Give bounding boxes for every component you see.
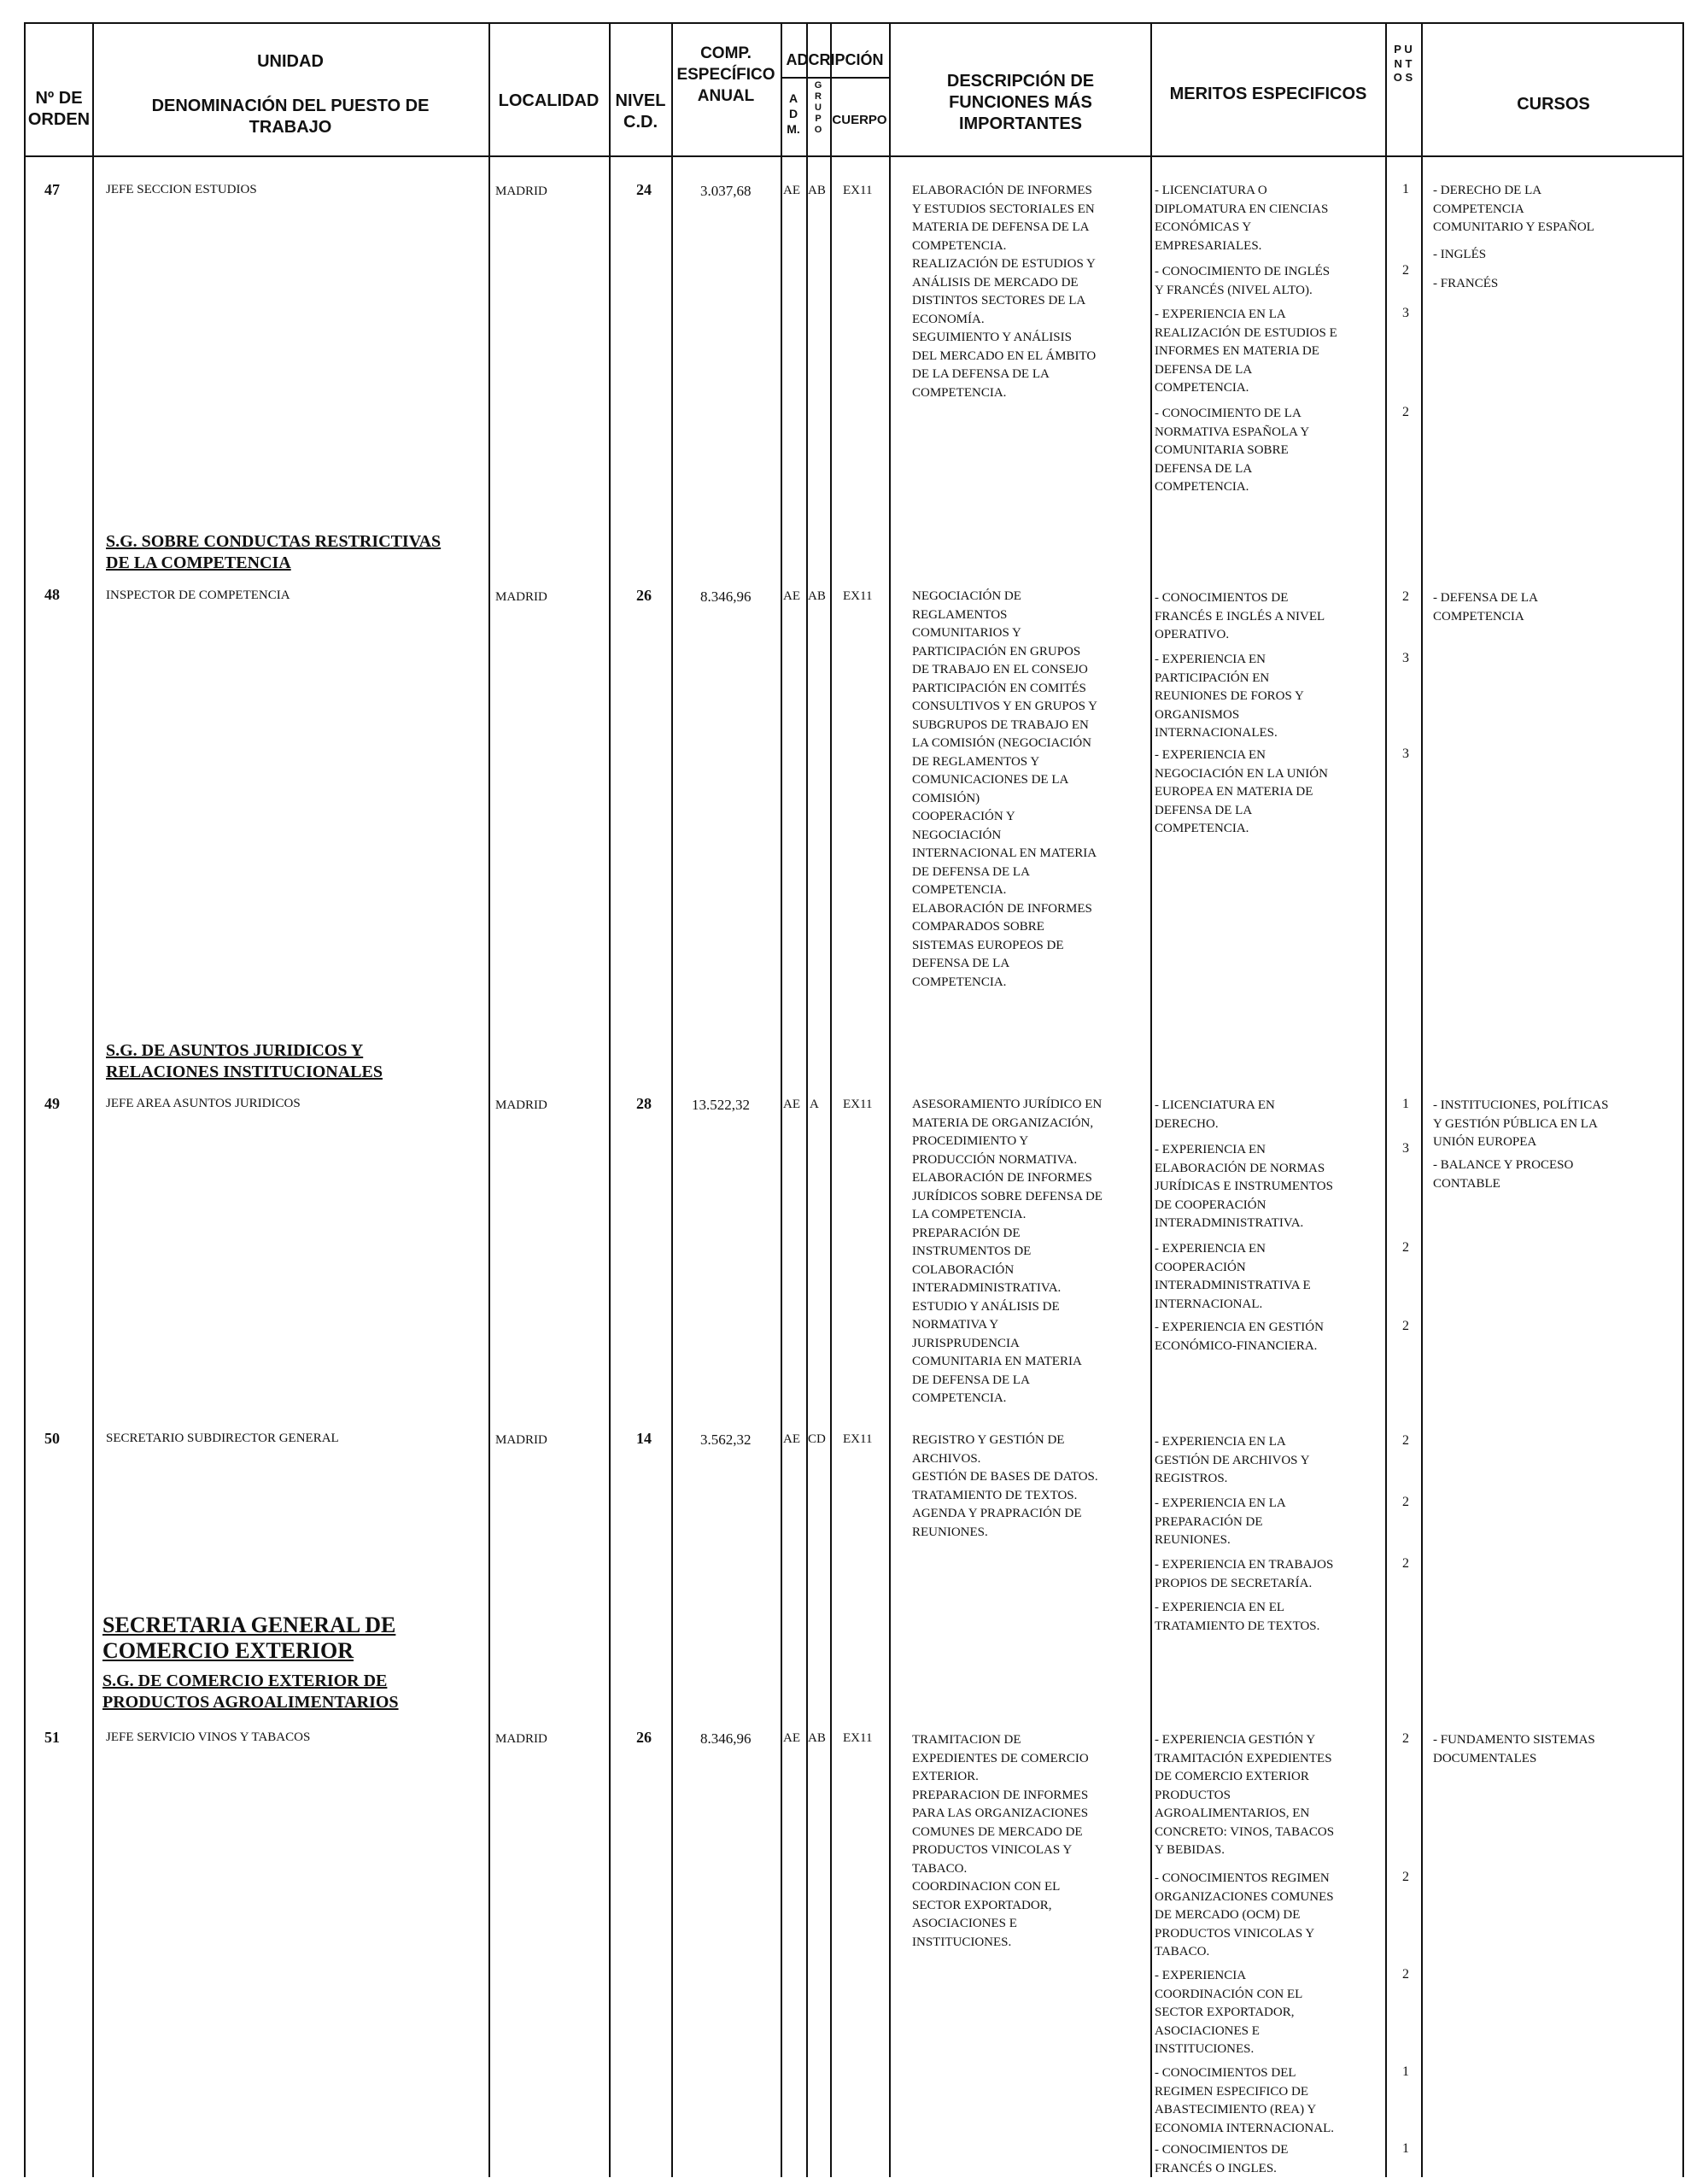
comp-especifico: 8.346,96	[700, 588, 752, 605]
puntos: 2	[1402, 1240, 1409, 1255]
puntos: 2	[1402, 1556, 1409, 1571]
puesto: INSPECTOR DE COMPETENCIA	[106, 588, 290, 602]
merito: - LICENCIATURA EN DERECHO.	[1155, 1098, 1275, 1131]
curso: - FUNDAMENTO SISTEMAS DOCUMENTALES	[1433, 1733, 1595, 1765]
merito: - EXPERIENCIA EN PARTICIPACIÓN EN REUNIONES DE FOROS Y ORGANISMOS INTERNACIONALES.	[1155, 653, 1304, 740]
puesto: SECRETARIO SUBDIRECTOR GENERAL	[106, 1432, 339, 1445]
merito: - CONOCIMIENTOS REGIMEN ORGANIZACIONES COMUNES DE MERCADO (OCM) DE PRODUCTOS VINICOLAS Y TABACO.	[1155, 1871, 1334, 1958]
header-nivel: NIVEL C.D.	[615, 91, 666, 132]
orden-number: 50	[44, 1430, 60, 1447]
header-meritos: MERITOS ESPECIFICOS	[1169, 85, 1367, 103]
curso: - FRANCÉS	[1433, 277, 1499, 290]
column-rule	[1150, 24, 1152, 2177]
curso: - DEFENSA DE LA COMPETENCIA	[1433, 591, 1538, 624]
column-rule	[671, 24, 673, 2177]
merito: - EXPERIENCIA EN COOPERACIÓN INTERADMINISTRATIVA E INTERNACIONAL.	[1155, 1242, 1311, 1311]
curso: - INSTITUCIONES, POLÍTICAS Y GESTIÓN PÚBLICA EN LA UNIÓN EUROPEA	[1433, 1098, 1609, 1149]
cuerpo: EX11	[843, 184, 873, 197]
puntos: 3	[1402, 1141, 1409, 1156]
orden-number: 47	[44, 181, 60, 198]
comp-especifico: 8.346,96	[700, 1730, 752, 1747]
localidad: MADRID	[495, 590, 547, 604]
descripcion: ELABORACIÓN DE INFORMES Y ESTUDIOS SECTORIALES EN MATERIA DE DEFENSA DE LA COMPETENCIA. REALIZACIÓN DE ESTUDIOS Y ANÁLISIS DE MERCADO DE DISTINTOS SECTORES DE LA ECONOMÍA. SEGUIMIENTO Y ANÁLISIS DEL MERCADO EN EL ÁMBITO DE LA DEFENSA DE LA COMPETENCIA.	[912, 184, 1097, 400]
descripcion: NEGOCIACIÓN DE REGLAMENTOS COMUNITARIOS Y PARTICIPACIÓN EN GRUPOS DE TRABAJO EN EL CONSEJO PARTICIPACIÓN EN COMITÉS CONSULTIVOS Y EN GRUPOS Y SUBGRUPOS DE TRABAJO EN LA COMISIÓN (NEGOCIACIÓN DE REGLAMENTOS Y COMUNICACIONES DE LA COMISIÓN) COOPERACIÓN Y NEGOCIACIÓN INTERNACIONAL EN MATERIA DE DEFENSA DE LA COMPETENCIA. ELABORACIÓN DE INFORMES COMPARADOS SOBRE SISTEMAS EUROPEOS DE DEFENSA DE LA COMPETENCIA.	[912, 589, 1097, 989]
puntos: 3	[1402, 651, 1409, 665]
puntos: 1	[1402, 1097, 1409, 1111]
descripcion: TRAMITACION DE EXPEDIENTES DE COMERCIO EXTERIOR. PREPARACION DE INFORMES PARA LAS ORGANIZACIONES COMUNES DE MERCADO DE PRODUCTOS VINICOLAS Y TABACO. COORDINACION CON EL SECTOR EXPORTADOR, ASOCIACIONES E INSTITUCIONES.	[912, 1733, 1089, 1949]
header-denominacion: DENOMINACIÓN DEL PUESTO DE TRABAJO	[151, 97, 430, 137]
merito: - EXPERIENCIA EN ELABORACIÓN DE NORMAS JURÍDICAS E INSTRUMENTOS DE COOPERACIÓN INTERADMINISTRATIVA.	[1155, 1143, 1333, 1230]
merito: - EXPERIENCIA EN GESTIÓN ECONÓMICO-FINANCIERA.	[1155, 1320, 1324, 1353]
puesto: JEFE SERVICIO VINOS Y TABACOS	[106, 1730, 311, 1744]
section-title: S.G. DE ASUNTOS JURIDICOS Y RELACIONES INSTITUCIONALES	[106, 1041, 383, 1081]
puntos: 2	[1402, 263, 1409, 278]
grupo: AB	[808, 589, 826, 603]
puntos: 2	[1402, 1433, 1409, 1448]
position-table	[24, 22, 1684, 2177]
descripcion: REGISTRO Y GESTIÓN DE ARCHIVOS. GESTIÓN DE BASES DE DATOS. TRATAMIENTO DE TEXTOS. AGENDA Y PRAPRACIÓN DE REUNIONES.	[912, 1433, 1098, 1539]
column-rule	[889, 24, 891, 2177]
puntos: 2	[1402, 1495, 1409, 1509]
localidad: MADRID	[495, 1098, 547, 1112]
cuerpo: EX11	[843, 1731, 873, 1745]
puntos: 2	[1402, 405, 1409, 419]
header-puntos: P U N T O S	[1393, 43, 1413, 84]
adscripcion-rule	[781, 77, 889, 79]
column-rule	[806, 24, 808, 2177]
merito: - EXPERIENCIA COORDINACIÓN CON EL SECTOR EXPORTADOR, ASOCIACIONES E INSTITUCIONES.	[1155, 1969, 1303, 2056]
comp-especifico: 3.037,68	[700, 183, 752, 199]
puntos: 1	[1402, 2141, 1409, 2156]
comp-especifico: 3.562,32	[700, 1432, 752, 1448]
orden-number: 51	[44, 1729, 60, 1746]
curso: - INGLÉS	[1433, 248, 1487, 261]
puesto: JEFE SECCION ESTUDIOS	[106, 183, 257, 196]
curso: - DERECHO DE LA COMPETENCIA COMUNITARIO Y ESPAÑOL	[1433, 184, 1594, 234]
column-rule	[92, 24, 94, 2177]
puntos: 2	[1402, 1967, 1409, 1982]
cuerpo: EX11	[843, 1432, 873, 1446]
curso: - BALANCE Y PROCESO CONTABLE	[1433, 1158, 1574, 1191]
merito: - EXPERIENCIA EN LA PREPARACIÓN DE REUNIONES.	[1155, 1496, 1286, 1547]
header-cursos: CURSOS	[1517, 95, 1590, 114]
section-title: S.G. DE COMERCIO EXTERIOR DE PRODUCTOS AGROALIMENTARIOS	[102, 1672, 399, 1712]
merito: - EXPERIENCIA EN LA GESTIÓN DE ARCHIVOS Y REGISTROS.	[1155, 1435, 1310, 1485]
header-descripcion: DESCRIPCIÓN DE FUNCIONES MÁS IMPORTANTES	[946, 72, 1095, 133]
section-title: SECRETARIA GENERAL DE COMERCIO EXTERIOR	[102, 1613, 396, 1663]
header-localidad: LOCALIDAD	[498, 91, 600, 110]
column-rule	[609, 24, 611, 2177]
merito: - CONOCIMIENTO DE LA NORMATIVA ESPAÑOLA Y COMUNITARIA SOBRE DEFENSA DE LA COMPETENCIA.	[1155, 407, 1310, 494]
column-rule	[488, 24, 490, 2177]
column-rule	[830, 24, 832, 2177]
grupo: AB	[808, 1731, 826, 1745]
merito: - CONOCIMIENTOS DE FRANCÉS O INGLES.	[1155, 2143, 1289, 2175]
merito: - EXPERIENCIA EN NEGOCIACIÓN EN LA UNIÓN EUROPEA EN MATERIA DE DEFENSA DE LA COMPETENCIA.	[1155, 748, 1328, 835]
puntos: 2	[1402, 1319, 1409, 1333]
cuerpo: EX11	[843, 589, 873, 603]
orden-number: 48	[44, 586, 60, 603]
nivel: 26	[636, 1729, 652, 1746]
puntos: 1	[1402, 2064, 1409, 2079]
adm: AE	[783, 1731, 800, 1745]
header-orden: Nº DE ORDEN	[27, 89, 91, 129]
grupo: CD	[808, 1432, 826, 1446]
puntos: 2	[1402, 589, 1409, 604]
grupo: AB	[808, 184, 826, 197]
localidad: MADRID	[495, 1433, 547, 1447]
nivel: 24	[636, 181, 652, 198]
cuerpo: EX11	[843, 1098, 873, 1111]
comp-especifico: 13.522,32	[692, 1097, 750, 1113]
localidad: MADRID	[495, 1732, 547, 1746]
merito: - CONOCIMIENTOS DEL REGIMEN ESPECIFICO DE ABASTECIMIENTO (REA) Y ECONOMIA INTERNACIONAL.	[1155, 2066, 1334, 2135]
descripcion: ASESORAMIENTO JURÍDICO EN MATERIA DE ORGANIZACIÓN, PROCEDIMIENTO Y PRODUCCIÓN NORMATIVA. ELABORACIÓN DE INFORMES JURÍDICOS SOBRE DEFENSA DE LA COMPETENCIA. PREPARACIÓN DE INSTRUMENTOS DE COLABORACIÓN INTERADMINISTRATIVA. ESTUDIO Y ANÁLISIS DE NORMATIVA Y JURISPRUDENCIA COMUNITARIA EN MATERIA DE DEFENSA DE LA COMPETENCIA.	[912, 1098, 1103, 1405]
nivel: 14	[636, 1430, 652, 1447]
merito: - EXPERIENCIA EN EL TRATAMIENTO DE TEXTOS.	[1155, 1601, 1320, 1633]
nivel: 28	[636, 1095, 652, 1112]
header-cuerpo: CUERPO	[832, 113, 887, 127]
column-rule	[1385, 24, 1387, 2177]
puntos: 2	[1402, 1870, 1409, 1884]
puntos: 3	[1402, 306, 1409, 320]
header-grupo: G R U P O	[814, 80, 822, 135]
adm: AE	[783, 1098, 800, 1111]
section-title: S.G. SOBRE CONDUCTAS RESTRICTIVAS DE LA COMPETENCIA	[106, 532, 442, 572]
localidad: MADRID	[495, 184, 547, 198]
merito: - CONOCIMIENTO DE INGLÉS Y FRANCÉS (NIVEL ALTO).	[1155, 265, 1331, 297]
puntos: 3	[1402, 746, 1409, 761]
puntos: 2	[1402, 1731, 1409, 1746]
header-adm: A D M.	[787, 91, 800, 136]
merito: - EXPERIENCIA EN TRABAJOS PROPIOS DE SECRETARÍA.	[1155, 1558, 1334, 1590]
puntos: 1	[1402, 182, 1409, 196]
merito: - EXPERIENCIA GESTIÓN Y TRAMITACIÓN EXPEDIENTES DE COMERCIO EXTERIOR PRODUCTOS AGROALIMENTARIOS, EN CONCRETO: VINOS, TABACOS Y BEBIDAS.	[1155, 1733, 1335, 1857]
nivel: 26	[636, 587, 652, 604]
grupo: A	[810, 1098, 819, 1111]
column-rule	[781, 24, 782, 2177]
orden-number: 49	[44, 1095, 60, 1112]
puesto: JEFE AREA ASUNTOS JURIDICOS	[106, 1097, 301, 1110]
adm: AE	[783, 1432, 800, 1446]
adm: AE	[783, 184, 800, 197]
header-unidad: UNIDAD	[257, 52, 324, 71]
merito: - LICENCIATURA O DIPLOMATURA EN CIENCIAS ECONÓMICAS Y EMPRESARIALES.	[1155, 184, 1329, 253]
header-rule	[26, 155, 1682, 157]
header-comp: COMP. ESPECÍFICO ANUAL	[676, 44, 775, 105]
adm: AE	[783, 589, 800, 603]
header-adscripcion: ADCRIPCIÓN	[786, 51, 884, 68]
merito: - EXPERIENCIA EN LA REALIZACIÓN DE ESTUDIOS E INFORMES EN MATERIA DE DEFENSA DE LA COMPETENCIA.	[1155, 307, 1337, 395]
merito: - CONOCIMIENTOS DE FRANCÉS E INGLÉS A NIVEL OPERATIVO.	[1155, 591, 1325, 641]
column-rule	[1421, 24, 1423, 2177]
